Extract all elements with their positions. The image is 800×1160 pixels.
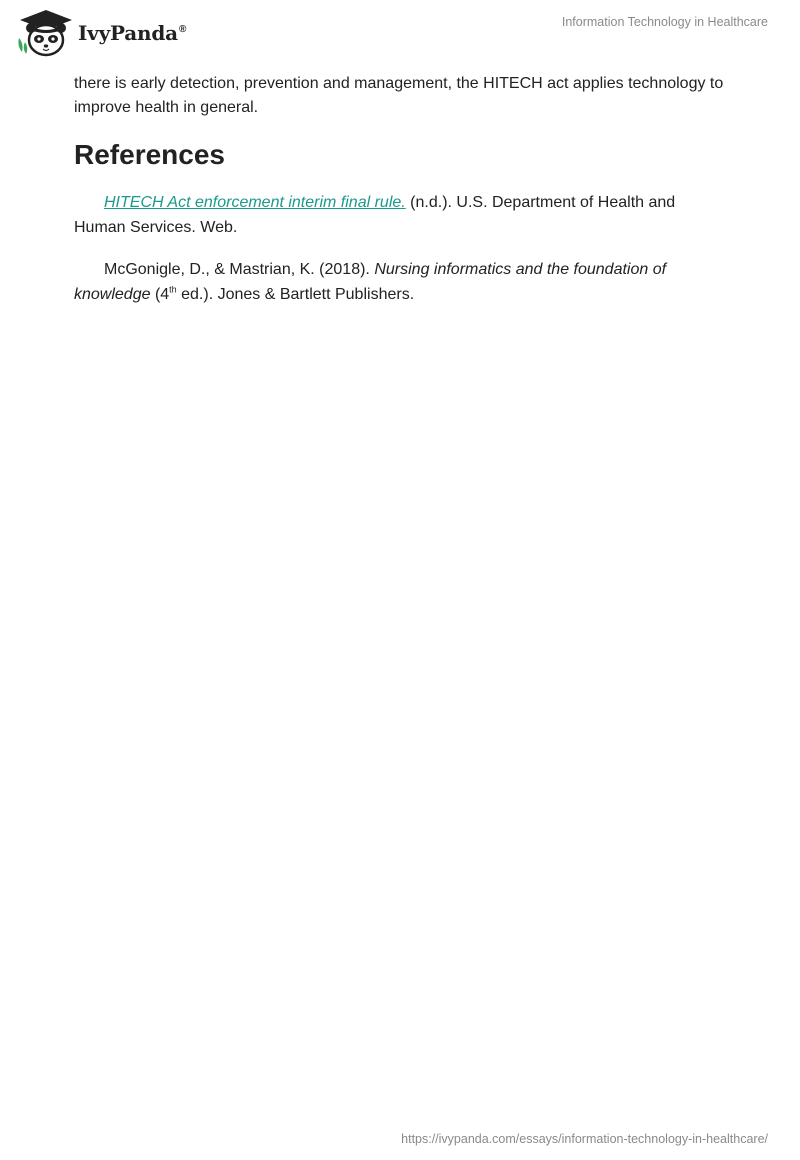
logo-wordmark: IvyPanda® xyxy=(78,21,187,45)
document-content xyxy=(74,72,724,324)
reference-edition-close: ed.). Jones & Bartlett Publishers. xyxy=(176,286,415,303)
ivypanda-logo[interactable] xyxy=(16,8,186,58)
page-header xyxy=(0,0,800,64)
reference-item xyxy=(74,257,724,307)
panda-graduate-icon xyxy=(16,8,76,58)
running-title: Information Technology in Healthcare xyxy=(561,15,768,29)
references-heading: References xyxy=(74,139,225,170)
continuation-paragraph: there is early detection, prevention and management, the HITECH act applies technology to improve health in general. xyxy=(74,75,724,116)
reference-edition-sup: th xyxy=(169,284,177,295)
reference-link[interactable]: HITECH Act enforcement interim final rule. xyxy=(104,194,406,211)
reference-details: (n.d.). U.S. Department of Health and Human Services. Web. xyxy=(74,194,676,236)
footer-url[interactable]: https://ivypanda.com/essays/information-technology-in-healthcare/ xyxy=(401,1132,768,1146)
reference-edition-open: (4 xyxy=(150,286,170,303)
reference-title: Nursing informatics and the foundation of knowledge xyxy=(74,261,667,303)
reference-item xyxy=(74,190,724,240)
reference-authors: McGonigle, D., & Mastrian, K. (2018). xyxy=(104,261,375,278)
